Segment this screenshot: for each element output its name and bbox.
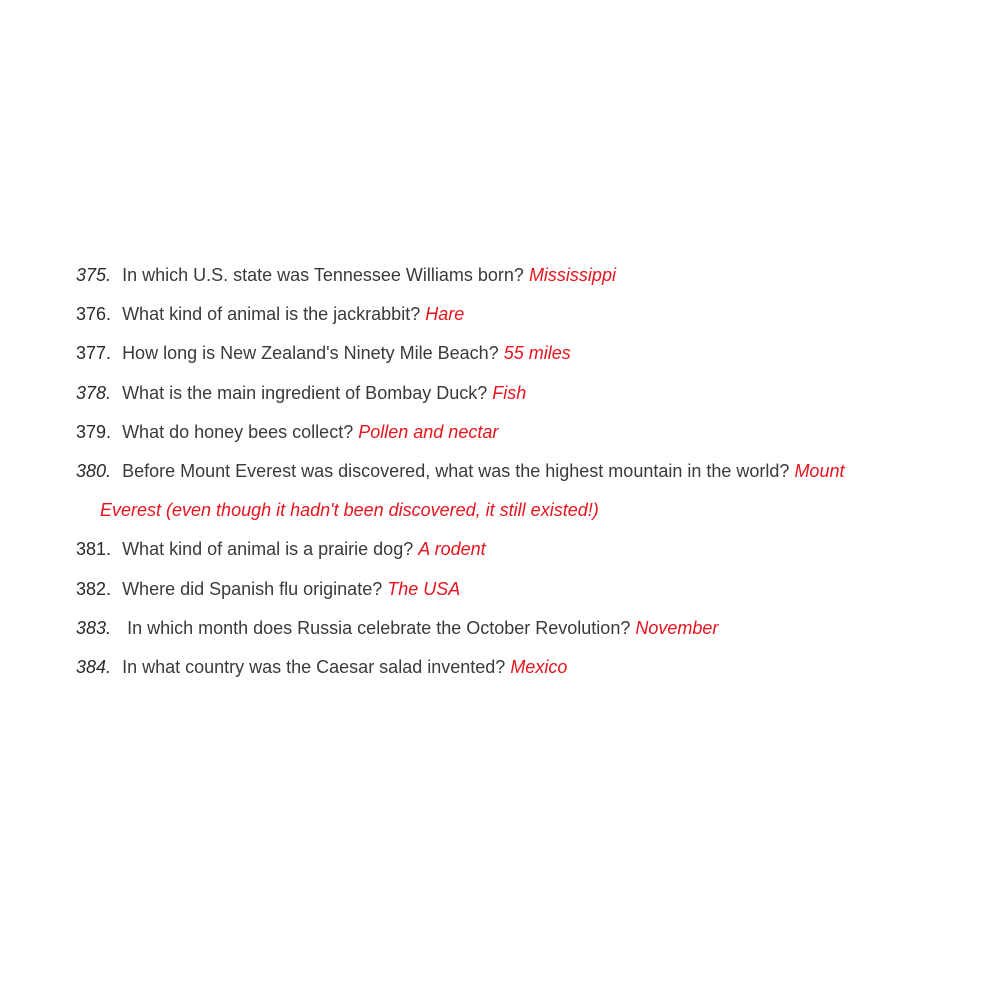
item-number: 378.: [76, 382, 112, 403]
qa-item-378: [76, 374, 906, 413]
item-number: 383.: [76, 617, 112, 638]
qa-item-381: [76, 530, 906, 569]
question-text: What do honey bees collect?: [122, 421, 354, 442]
question-text: What kind of animal is a prairie dog?: [122, 539, 414, 560]
quiz-document: [76, 256, 906, 687]
qa-item-379: [76, 413, 906, 452]
question-text: What is the main ingredient of Bombay Duck?: [122, 382, 488, 403]
answer-text: Pollen and nectar: [358, 421, 499, 442]
answer-text: 55 miles: [503, 343, 571, 364]
answer-text: The USA: [387, 578, 461, 599]
item-number: 380.: [76, 461, 112, 482]
qa-item-376: [76, 295, 906, 334]
item-number: 376.: [76, 304, 112, 325]
item-number: 382.: [76, 578, 112, 599]
item-number: 377.: [76, 343, 112, 364]
answer-text: November: [635, 617, 719, 638]
qa-item-384: [76, 648, 906, 687]
question-text: Where did Spanish flu originate?: [122, 578, 383, 599]
answer-text: Fish: [492, 382, 527, 403]
answer-text: A rodent: [418, 539, 486, 560]
item-number: 381.: [76, 539, 112, 560]
qa-item-380: [76, 452, 906, 530]
item-number: 384.: [76, 657, 112, 678]
answer-text: Mississippi: [528, 265, 616, 285]
qa-item-383: [76, 609, 906, 648]
item-number: 379.: [76, 421, 112, 442]
question-text: What kind of animal is the jackrabbit?: [122, 304, 421, 325]
answer-text: Hare: [425, 304, 465, 325]
answer-text: Mexico: [510, 657, 568, 678]
question-text: How long is New Zealand's Ninety Mile Beach?: [122, 343, 499, 364]
answer-text-continued: Everest (even though it hadn't been discovered, it still existed!): [100, 500, 599, 521]
answer-text: Mount: [794, 461, 845, 482]
question-text: In which U.S. state was Tennessee Williams born?: [122, 265, 524, 285]
qa-item-375: [76, 256, 906, 295]
question-text: In what country was the Caesar salad invented?: [122, 657, 506, 678]
qa-item-382: [76, 570, 906, 609]
question-text: In which month does Russia celebrate the October Revolution?: [127, 617, 631, 638]
qa-item-377: [76, 334, 906, 373]
question-text: Before Mount Everest was discovered, what was the highest mountain in the world?: [122, 461, 790, 482]
item-number: 375.: [76, 265, 112, 285]
